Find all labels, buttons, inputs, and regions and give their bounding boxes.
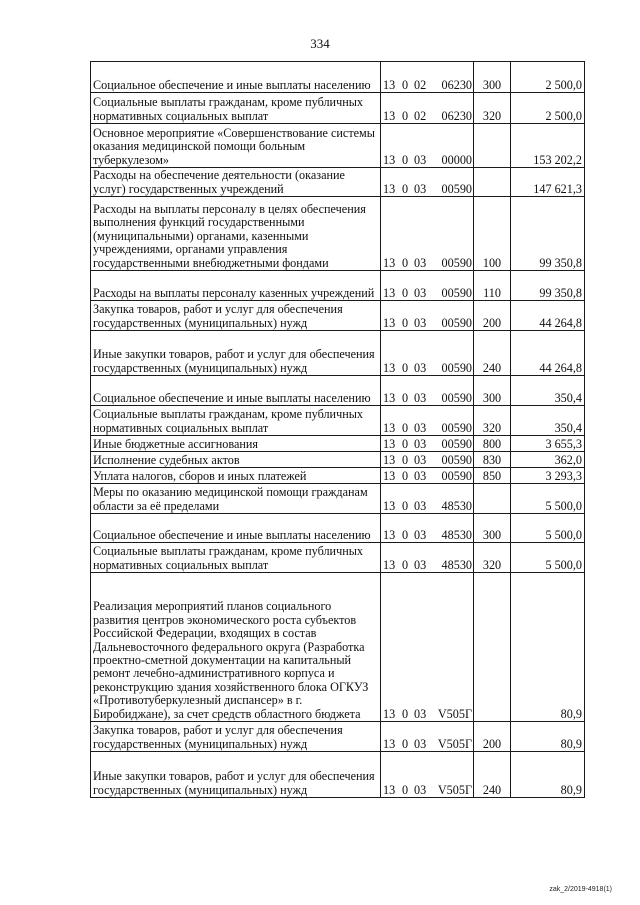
- row-name: Социальные выплаты гражданам, кроме публичных нормативных социальных выплат: [91, 406, 381, 436]
- row-sum: 80,9: [511, 752, 585, 798]
- code-part: 0: [402, 255, 409, 270]
- code-part: 03: [414, 360, 427, 375]
- row-sum: 80,9: [511, 573, 585, 722]
- row-sum: 99 350,8: [511, 271, 585, 301]
- table-row: [91, 436, 585, 452]
- code-part: 0: [402, 557, 409, 572]
- table-row: [91, 406, 585, 436]
- row-vr: [474, 484, 511, 514]
- table-row: [91, 93, 585, 124]
- code-part: 0: [402, 527, 409, 542]
- row-code: [381, 484, 474, 514]
- row-vr: 300: [474, 376, 511, 406]
- code-part: 13: [383, 360, 396, 375]
- row-name: Исполнение судебных актов: [91, 452, 381, 468]
- row-vr: [474, 124, 511, 168]
- code-part: 03: [414, 498, 427, 513]
- row-code: [381, 271, 474, 301]
- code-part: V505Г: [437, 782, 472, 797]
- row-code: [381, 452, 474, 468]
- row-vr: 200: [474, 722, 511, 752]
- code-part: 00590: [441, 285, 472, 300]
- table-row: [91, 752, 585, 798]
- table-row: [91, 514, 585, 543]
- row-name: Закупка товаров, работ и услуг для обеспечения государственных (муниципальных) нужд: [91, 301, 381, 331]
- row-name: Расходы на обеспечение деятельности (оказание услуг) государственных учреждений: [91, 168, 381, 197]
- code-part: 13: [383, 736, 396, 751]
- code-part: 00590: [441, 390, 472, 405]
- row-vr: 300: [474, 514, 511, 543]
- row-sum: 5 500,0: [511, 514, 585, 543]
- row-name: Расходы на выплаты персоналу в целях обеспечения выполнения функций государственными (муниципальными) органами, казенными учреждениями, органами управления государственными внебюджетными фондами: [91, 197, 381, 271]
- code-part: 00590: [441, 315, 472, 330]
- row-sum: 2 500,0: [511, 62, 585, 93]
- table-row: [91, 331, 585, 376]
- table-row: [91, 573, 585, 722]
- row-sum: 2 500,0: [511, 93, 585, 124]
- row-code: [381, 93, 474, 124]
- code-part: 0: [402, 285, 409, 300]
- row-code: [381, 168, 474, 197]
- row-code: [381, 468, 474, 484]
- row-sum: 350,4: [511, 406, 585, 436]
- row-code: [381, 436, 474, 452]
- code-part: 13: [383, 706, 396, 721]
- row-sum: 362,0: [511, 452, 585, 468]
- code-part: 00590: [441, 436, 472, 451]
- code-part: 13: [383, 181, 396, 196]
- code-part: 0: [402, 420, 409, 435]
- row-name: Социальные выплаты гражданам, кроме публичных нормативных социальных выплат: [91, 93, 381, 124]
- row-code: [381, 301, 474, 331]
- row-sum: 147 621,3: [511, 168, 585, 197]
- code-part: 03: [414, 390, 427, 405]
- row-name: Социальное обеспечение и иные выплаты населению: [91, 62, 381, 93]
- table-row: [91, 62, 585, 93]
- code-part: 0: [402, 782, 409, 797]
- code-part: 03: [414, 420, 427, 435]
- row-code: [381, 331, 474, 376]
- code-part: 03: [414, 181, 427, 196]
- row-name: Меры по оказанию медицинской помощи гражданам области за её пределами: [91, 484, 381, 514]
- table-row: [91, 452, 585, 468]
- code-part: 13: [383, 782, 396, 797]
- code-part: 13: [383, 152, 396, 167]
- code-part: 13: [383, 498, 396, 513]
- code-part: 48530: [441, 557, 472, 572]
- code-part: 00590: [441, 255, 472, 270]
- code-part: 00590: [441, 452, 472, 467]
- row-sum: 44 264,8: [511, 331, 585, 376]
- code-part: 13: [383, 557, 396, 572]
- row-vr: 850: [474, 468, 511, 484]
- table-row: [91, 376, 585, 406]
- code-part: 0: [402, 152, 409, 167]
- row-vr: 830: [474, 452, 511, 468]
- row-vr: 800: [474, 436, 511, 452]
- code-part: V505Г: [437, 706, 472, 721]
- code-part: 13: [383, 420, 396, 435]
- code-part: 03: [414, 436, 427, 451]
- code-part: 02: [414, 108, 427, 123]
- row-vr: [474, 573, 511, 722]
- code-part: 13: [383, 436, 396, 451]
- code-part: 03: [414, 452, 427, 467]
- row-name: Иные закупки товаров, работ и услуг для обеспечения государственных (муниципальных) нужд: [91, 331, 381, 376]
- table-row: [91, 271, 585, 301]
- code-part: 03: [414, 706, 427, 721]
- row-sum: 80,9: [511, 722, 585, 752]
- table-row: [91, 124, 585, 168]
- code-part: 13: [383, 315, 396, 330]
- row-vr: 320: [474, 406, 511, 436]
- code-part: 0: [402, 468, 409, 483]
- row-vr: 200: [474, 301, 511, 331]
- row-code: [381, 197, 474, 271]
- row-sum: 3 655,3: [511, 436, 585, 452]
- code-part: 48530: [441, 498, 472, 513]
- row-sum: 5 500,0: [511, 484, 585, 514]
- code-part: 03: [414, 255, 427, 270]
- code-part: 02: [414, 77, 427, 92]
- row-vr: [474, 168, 511, 197]
- code-part: 0: [402, 77, 409, 92]
- code-part: 0: [402, 360, 409, 375]
- table-row: [91, 301, 585, 331]
- row-name: Социальное обеспечение и иные выплаты населению: [91, 514, 381, 543]
- row-code: [381, 543, 474, 573]
- code-part: 13: [383, 108, 396, 123]
- code-part: 13: [383, 390, 396, 405]
- code-part: 06230: [441, 108, 472, 123]
- row-code: [381, 752, 474, 798]
- row-vr: 320: [474, 93, 511, 124]
- table-row: [91, 722, 585, 752]
- row-sum: 5 500,0: [511, 543, 585, 573]
- row-vr: 240: [474, 331, 511, 376]
- code-part: 00590: [441, 468, 472, 483]
- row-name: Социальные выплаты гражданам, кроме публичных нормативных социальных выплат: [91, 543, 381, 573]
- code-part: 13: [383, 285, 396, 300]
- row-name: Основное мероприятие «Совершенствование системы оказания медицинской помощи больным туберкулезом»: [91, 124, 381, 168]
- code-part: 0: [402, 498, 409, 513]
- row-name: Реализация мероприятий планов социального развития центров экономического роста субъектов Российской Федерации, входящих в состав Дальневосточного федерального округа (Разработка проектно-сметной документации на капитальный ремонт лечебно-административного корпуса и реконструкцию здания хозяйственного блока ОГКУЗ «Противотуберкулезный диспансер» в г. Биробиджане), за счет средств областного бюджета: [91, 573, 381, 722]
- row-vr: 100: [474, 197, 511, 271]
- table-row: [91, 543, 585, 573]
- row-sum: 153 202,2: [511, 124, 585, 168]
- code-part: 0: [402, 390, 409, 405]
- code-part: 13: [383, 468, 396, 483]
- row-name: Расходы на выплаты персоналу казенных учреждений: [91, 271, 381, 301]
- row-name: Иные закупки товаров, работ и услуг для обеспечения государственных (муниципальных) нужд: [91, 752, 381, 798]
- row-vr: 240: [474, 752, 511, 798]
- budget-table: [90, 61, 585, 798]
- code-part: 03: [414, 527, 427, 542]
- row-vr: 300: [474, 62, 511, 93]
- code-part: 00590: [441, 360, 472, 375]
- code-part: 13: [383, 527, 396, 542]
- table-row: [91, 168, 585, 197]
- code-part: 0: [402, 706, 409, 721]
- row-name: Социальное обеспечение и иные выплаты населению: [91, 376, 381, 406]
- page-number: 334: [310, 36, 330, 51]
- row-sum: 44 264,8: [511, 301, 585, 331]
- row-name: Уплата налогов, сборов и иных платежей: [91, 468, 381, 484]
- code-part: 00590: [441, 420, 472, 435]
- code-part: 0: [402, 436, 409, 451]
- row-code: [381, 722, 474, 752]
- code-part: 48530: [441, 527, 472, 542]
- code-part: 13: [383, 255, 396, 270]
- code-part: 03: [414, 736, 427, 751]
- code-part: 13: [383, 77, 396, 92]
- row-name: Иные бюджетные ассигнования: [91, 436, 381, 452]
- table-row: [91, 468, 585, 484]
- code-part: 03: [414, 152, 427, 167]
- row-code: [381, 514, 474, 543]
- code-part: V505Г: [437, 736, 472, 751]
- row-vr: 320: [474, 543, 511, 573]
- code-part: 03: [414, 782, 427, 797]
- code-part: 0: [402, 452, 409, 467]
- row-code: [381, 62, 474, 93]
- row-code: [381, 376, 474, 406]
- code-part: 06230: [441, 77, 472, 92]
- code-part: 0: [402, 108, 409, 123]
- code-part: 03: [414, 557, 427, 572]
- row-code: [381, 124, 474, 168]
- document-code: zak_2/2019-4918(1): [549, 886, 612, 893]
- code-part: 0: [402, 181, 409, 196]
- code-part: 03: [414, 315, 427, 330]
- row-code: [381, 406, 474, 436]
- code-part: 0: [402, 736, 409, 751]
- row-vr: 110: [474, 271, 511, 301]
- row-sum: 99 350,8: [511, 197, 585, 271]
- row-sum: 350,4: [511, 376, 585, 406]
- row-code: [381, 573, 474, 722]
- table-row: [91, 197, 585, 271]
- code-part: 03: [414, 285, 427, 300]
- code-part: 13: [383, 452, 396, 467]
- table-row: [91, 484, 585, 514]
- code-part: 00000: [441, 152, 472, 167]
- code-part: 0: [402, 315, 409, 330]
- code-part: 03: [414, 468, 427, 483]
- code-part: 00590: [441, 181, 472, 196]
- row-sum: 3 293,3: [511, 468, 585, 484]
- row-name: Закупка товаров, работ и услуг для обеспечения государственных (муниципальных) нужд: [91, 722, 381, 752]
